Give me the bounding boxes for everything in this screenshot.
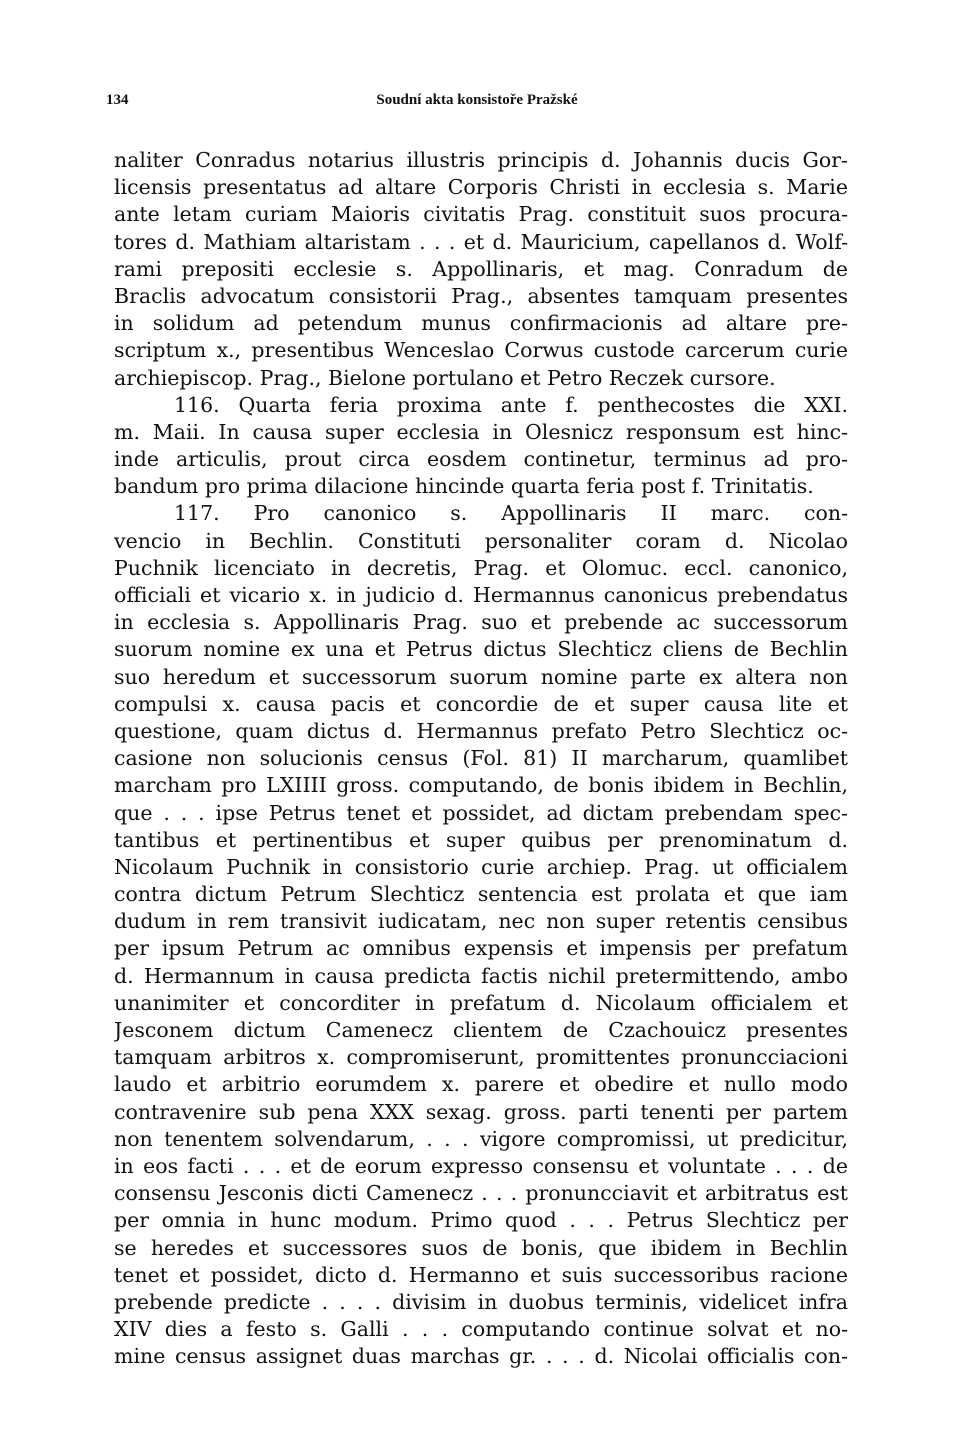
text-line: unanimiter et concorditer in prefatum d. Nicolaum officialem et	[114, 990, 848, 1015]
text-line: per ipsum Petrum ac omnibus expensis et impensis per prefatum	[114, 936, 848, 961]
text-line: m. Maii. In causa super ecclesia in Olesnicz responsum est hinc-	[114, 419, 848, 444]
text-line: tamquam arbitros x. compromiserunt, promittentes pronuncciacioni	[114, 1045, 848, 1070]
text-line: archiepiscop. Prag., Bielone portulano et Petro Reczek cursore.	[114, 365, 776, 390]
text-line: in solidum ad petendum munus confirmacionis ad altare pre-	[114, 311, 848, 336]
entry-heading-117: 117. Pro canonico s. Appollinaris II marc. con-	[174, 501, 848, 526]
text-line: Puchnik licenciato in decretis, Prag. et Olomuc. eccl. canonico,	[114, 555, 848, 580]
text-line: contra dictum Petrum Slechticz sentencia est prolata et que iam	[114, 882, 848, 907]
text-line: se heredes et successores suos de bonis, que ibidem in Bechlin	[114, 1235, 848, 1260]
text-line: tantibus et pertinentibus et super quibus per prenominatum d.	[114, 827, 848, 852]
page-header	[106, 92, 848, 116]
text-line: non tenentem solvendarum, . . . vigore compromissi, ut predicitur,	[114, 1126, 848, 1151]
text-line: prebende predicte . . . . divisim in duobus terminis, videlicet infra	[114, 1289, 848, 1314]
text-line: Nicolaum Puchnik in consistorio curie archiep. Prag. ut officialem	[114, 854, 848, 879]
text-line: questione, quam dictus d. Hermannus prefato Petro Slechticz oc-	[114, 718, 848, 743]
text-line: suorum nomine ex una et Petrus dictus Slechticz cliens de Bechlin	[114, 637, 848, 662]
text-line: ante letam curiam Maioris civitatis Prag. constituit suos procura-	[114, 202, 848, 227]
text-line: rami prepositi ecclesie s. Appollinaris, et mag. Conradum de	[114, 256, 848, 281]
text-line: in eos facti . . . et de eorum expresso consensu et voluntate . . . de	[114, 1153, 848, 1178]
text-line: compulsi x. causa pacis et concordie de et super causa lite et	[114, 691, 848, 716]
entry-heading-116: 116. Quarta feria proxima ante f. penthecostes die XXI.	[174, 392, 848, 417]
text-line: casione non solucionis census (Fol. 81) II marcharum, quamlibet	[114, 746, 848, 771]
text-line: vencio in Bechlin. Constituti personaliter coram d. Nicolao	[114, 528, 848, 553]
text-line: marcham pro LXIIII gross. computando, de bonis ibidem in Bechlin,	[114, 773, 848, 798]
text-line: naliter Conradus notarius illustris principis d. Johannis ducis Gor-	[114, 148, 848, 172]
text-line: officiali et vicario x. in judicio d. Hermannus canonicus prebendatus	[114, 583, 848, 607]
text-line: consensu Jesconis dicti Camenecz . . . pronuncciavit et arbitratus est	[114, 1181, 848, 1206]
text-line: licensis presentatus ad altare Corporis Christi in ecclesia s. Marie	[114, 175, 848, 200]
text-line: dudum in rem transivit iudicatam, nec non super retentis censibus	[114, 909, 848, 934]
text-line: scriptum x., presentibus Wenceslao Corwus custode carcerum curie	[114, 338, 848, 363]
text-line: mine census assignet duas marchas gr. . . . d. Nicolai officialis con-	[114, 1344, 848, 1369]
text-line: inde articulis, prout circa eosdem continetur, terminus ad pro-	[114, 447, 848, 472]
text-line: bandum pro prima dilacione hincinde quarta feria post f. Trinitatis.	[114, 474, 814, 499]
text-line: d. Hermannum in causa predicta factis nichil pretermittendo, ambo	[114, 963, 848, 988]
text-line: suo heredum et successorum suorum nomine parte ex altera non	[114, 664, 848, 689]
text-line: Braclis advocatum consistorii Prag., absentes tamquam presentes	[114, 283, 848, 308]
running-title: Soudní akta konsistoře Pražské	[376, 92, 578, 108]
text-line: in ecclesia s. Appollinaris Prag. suo et prebende ac successorum	[114, 610, 848, 635]
text-line: Jesconem dictum Camenecz clientem de Czachouicz presentes	[114, 1018, 848, 1042]
text-line: laudo et arbitrio eorumdem x. parere et obedire et nullo modo	[114, 1072, 848, 1097]
text-line: XIV dies a festo s. Galli . . . computando continue solvat et no-	[114, 1317, 848, 1342]
text-line: tenet et possidet, dicto d. Hermanno et suis successoribus racione	[114, 1262, 848, 1287]
page-number: 134	[106, 92, 129, 108]
text-line: tores d. Mathiam altaristam . . . et d. Mauricium, capellanos d. Wolf-	[114, 229, 848, 254]
text-line: contravenire sub pena XXX sexag. gross. parti tenenti per partem	[114, 1099, 848, 1124]
body-text	[114, 147, 848, 1370]
text-line: per omnia in hunc modum. Primo quod . . . Petrus Slechticz per	[114, 1208, 848, 1233]
text-line: que . . . ipse Petrus tenet et possidet, ad dictam prebendam spec-	[114, 800, 848, 825]
